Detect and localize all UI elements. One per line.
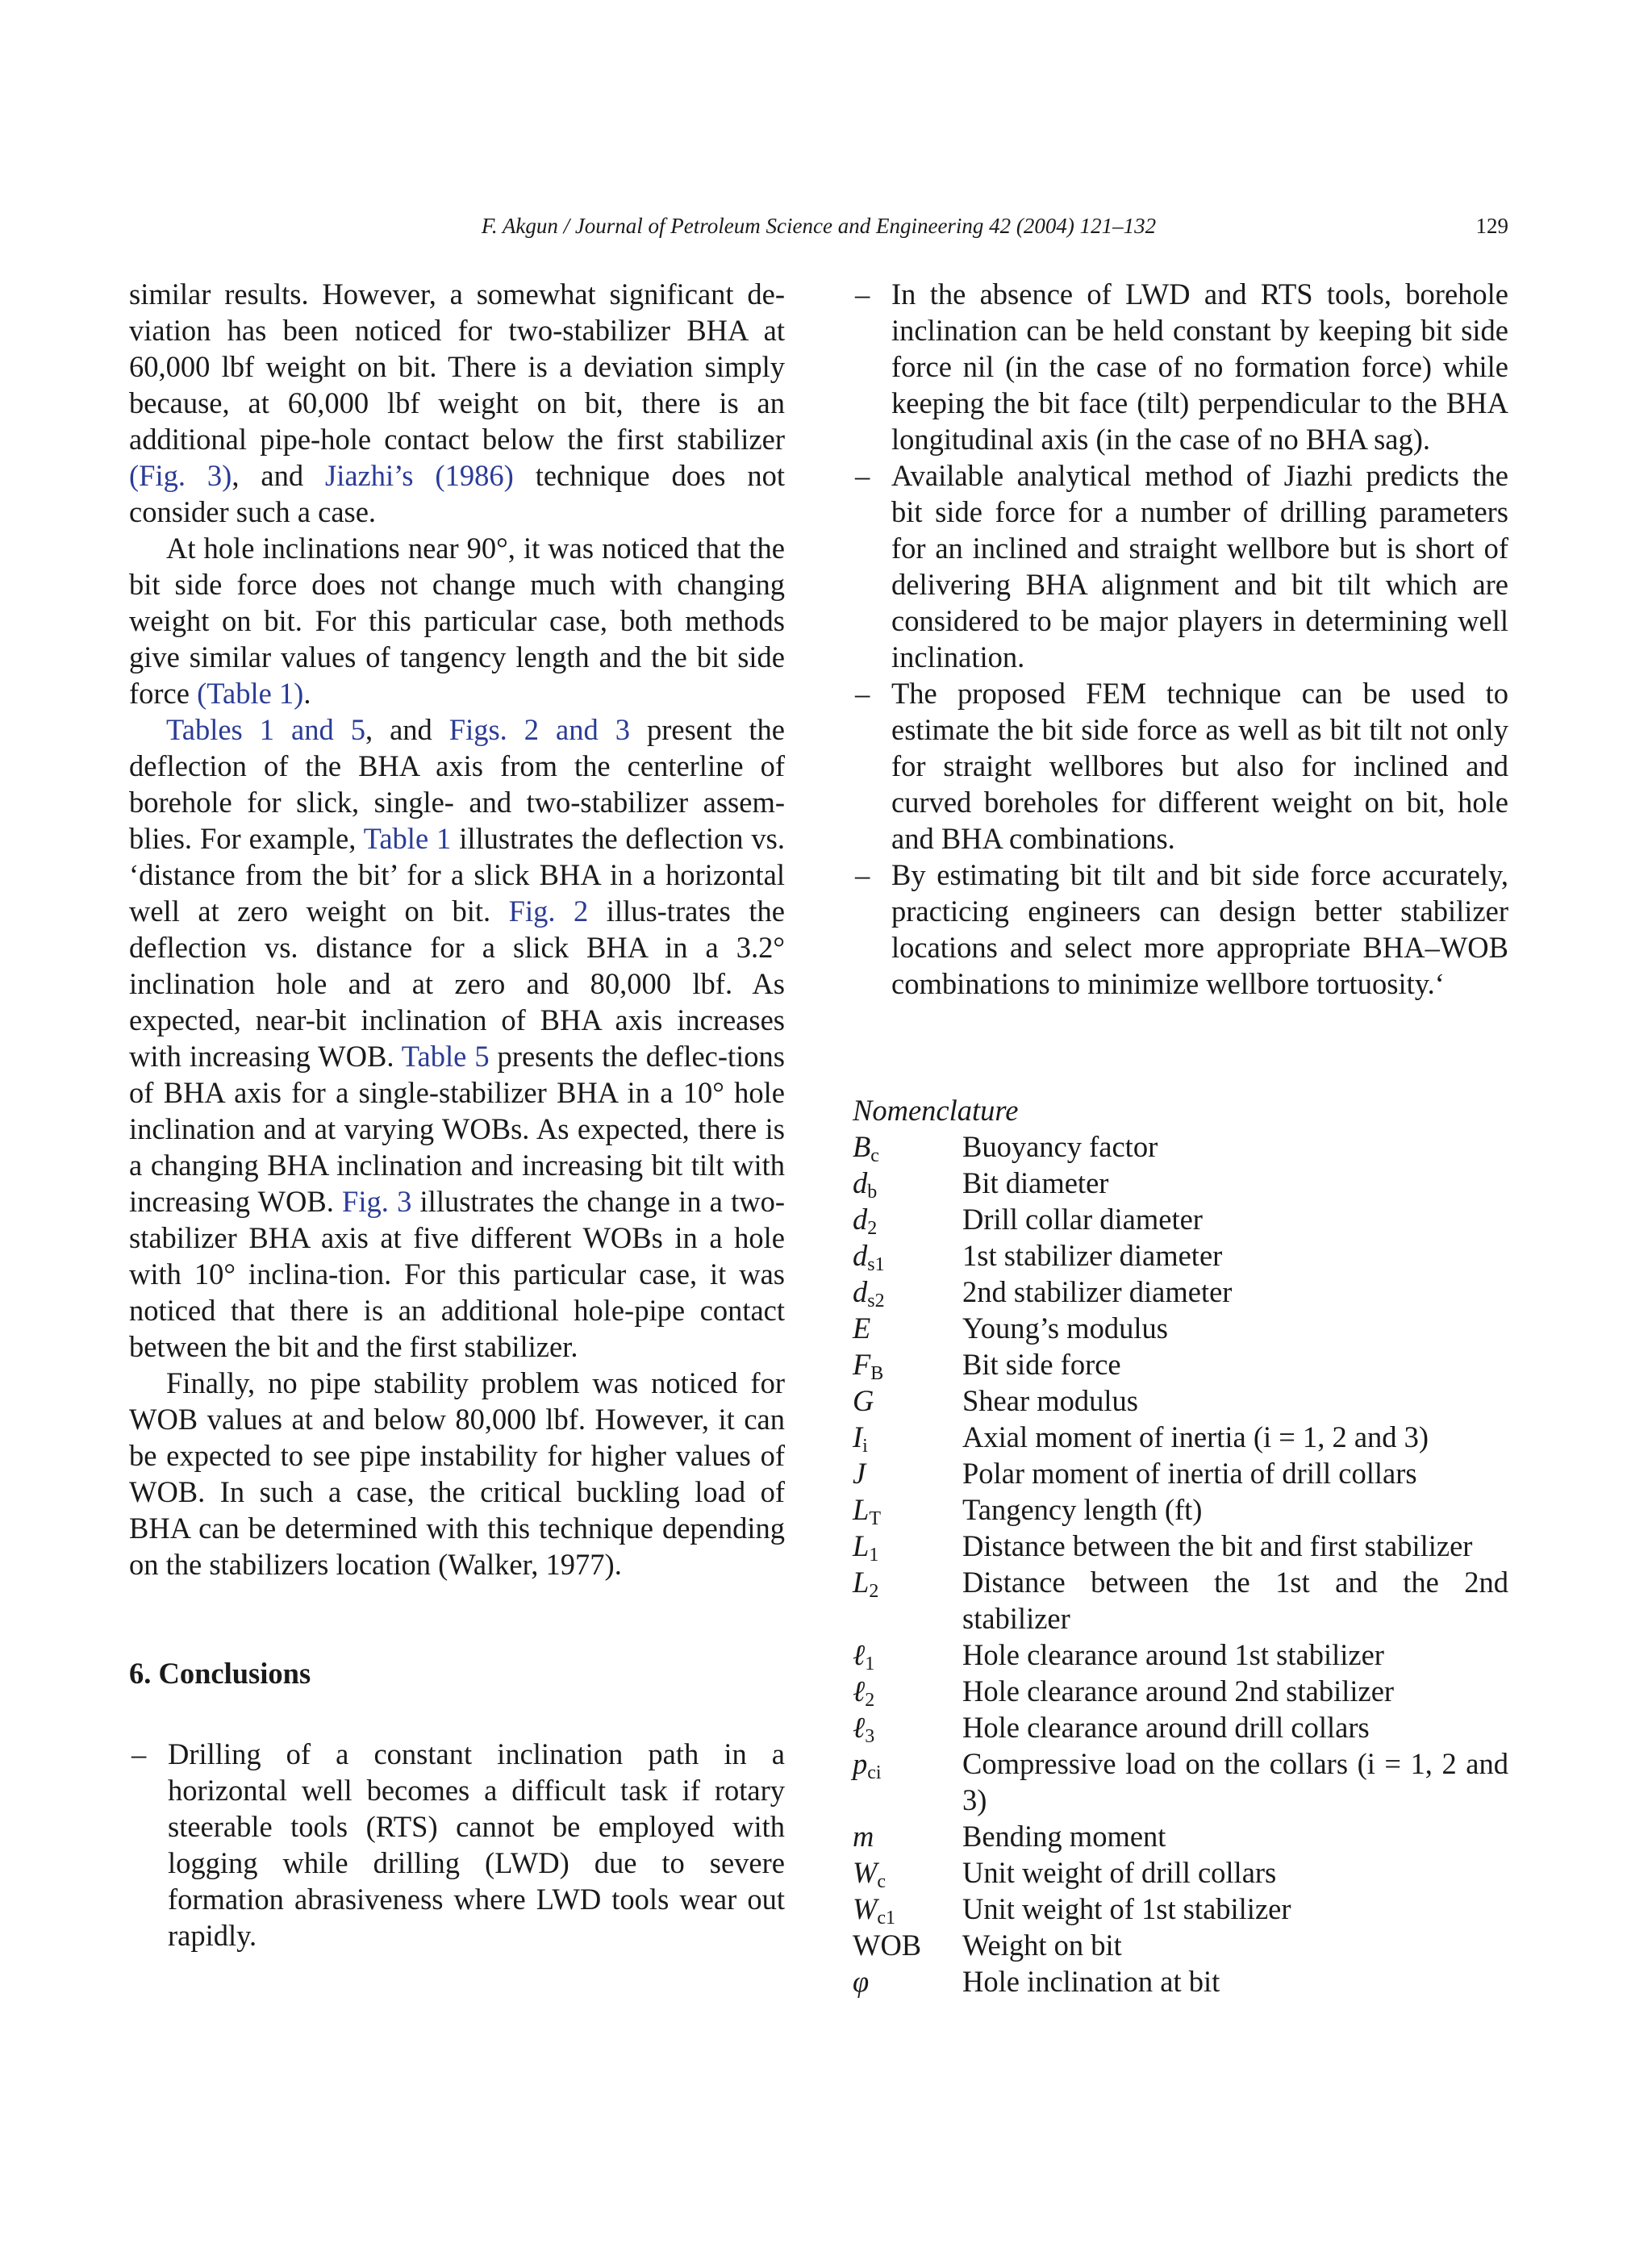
symbol-base: d (853, 1203, 868, 1236)
symbol-base: d (853, 1275, 868, 1308)
nomenclature-title: Nomenclature (853, 1094, 1019, 1127)
paragraph: Finally, no pipe stability problem was noticed for WOB values at and below 80,000 lbf. However, it can be expected to see pipe instability for higher values of WOB. In such a case, the critical buckling load of BHA can be determined with this technique depending on the stabilizers location (Walker, 1977). (129, 1366, 785, 1581)
nomenclature-symbol (853, 1745, 962, 1818)
text-run: illustrates the change in a two-stabilizer BHA axis at five different WOBs in a hole with 10° inclina-tion. For this particular case, it was noticed that there is an additional hole-pipe contact between the bit and the first stabilizer. (129, 1185, 785, 1363)
nomenclature-row (853, 1963, 1508, 2000)
list-item (853, 457, 1508, 675)
text-run: presents the deflec-tions of BHA axis for a single-stabilizer BHA in a 10° hole inclination and at varying WOBs. As expected, there is a changing BHA inclination and increasing bit tilt with increasing WOB. (129, 1040, 786, 1218)
table1-link[interactable]: (Table 1) (197, 677, 304, 710)
nomenclature-symbol (853, 1491, 962, 1528)
nomenclature-symbol (853, 1382, 962, 1419)
nomenclature-definition: Weight on bit (962, 1929, 1122, 1962)
nomenclature-definition: Drill collar diameter (962, 1203, 1203, 1236)
nomenclature-row (853, 1128, 1508, 1165)
nomenclature-definition: Hole clearance around drill collars (962, 1711, 1370, 1744)
dash-bullet: – (855, 858, 870, 891)
symbol-subscript: c (870, 1145, 879, 1166)
nomenclature-definition: Bending moment (962, 1820, 1166, 1853)
nomenclature-symbol (853, 1528, 962, 1564)
nomenclature-symbol (853, 1818, 962, 1854)
symbol-subscript: 1 (865, 1653, 875, 1674)
nomenclature-definition: Unit weight of drill collars (962, 1856, 1277, 1889)
nomenclature-definition: 2nd stabilizer diameter (962, 1275, 1233, 1308)
symbol-base: WOB (853, 1929, 922, 1962)
symbol-subscript: b (867, 1182, 878, 1203)
symbol-subscript: 2 (867, 1218, 878, 1239)
text-run: At hole inclinations near 90°, it was noticed that the bit side force does not change much with changing weight on bit. For this particular case, both methods give similar values of tangency length and the bit side force (129, 532, 785, 710)
paragraph (129, 711, 785, 1365)
symbol-base: W (853, 1856, 878, 1889)
symbol-base: B (853, 1130, 871, 1163)
symbol-base: L (853, 1529, 870, 1562)
text-run: illustrates the deflection vs. ‘distance from the bit’ for a slick BHA in a horizontal well at zero weight on bit. (129, 822, 785, 928)
list-item (853, 675, 1508, 857)
table5-link[interactable]: Table 5 (401, 1040, 490, 1073)
nomenclature-row (853, 1237, 1508, 1274)
dash-bullet: – (855, 277, 870, 311)
nomenclature-definition: Bit side force (962, 1348, 1121, 1381)
running-title: F. Akgun / Journal of Petroleum Science and Engineering 42 (2004) 121–132 (481, 214, 1157, 238)
nomenclature-symbol (853, 1927, 962, 1963)
symbol-base: E (853, 1311, 871, 1345)
conclusions-list-continued (853, 276, 1508, 1002)
nomenclature-symbol (853, 1346, 962, 1382)
symbol-base: I (853, 1420, 863, 1453)
nomenclature-definition: Polar moment of inertia of drill collars (962, 1457, 1417, 1490)
fig3-link[interactable]: (Fig. 3) (129, 459, 232, 492)
symbol-subscript: 3 (865, 1726, 875, 1747)
symbol-base: F (853, 1348, 871, 1381)
figs-2-3-link[interactable]: Figs. 2 and 3 (448, 713, 630, 746)
nomenclature-row (853, 1346, 1508, 1382)
symbol-base: φ (853, 1965, 870, 1998)
list-item-text: Available analytical method of Jiazhi predicts the bit side force for a number of drilling parameters for an inclined and straight wellbore but is short of delivering BHA alignment and bit tilt which are considered to be major players in determining well inclination. (891, 459, 1508, 673)
nomenclature-symbol (853, 1165, 962, 1201)
nomenclature-symbol (853, 1419, 962, 1455)
nomenclature-symbol (853, 1274, 962, 1310)
nomenclature-row (853, 1818, 1508, 1854)
fig3-link[interactable]: Fig. 3 (342, 1185, 412, 1218)
nomenclature-definition: Hole clearance around 2nd stabilizer (962, 1674, 1395, 1708)
symbol-base: p (853, 1747, 868, 1780)
paragraph (129, 530, 785, 711)
symbol-base: J (853, 1457, 866, 1490)
nomenclature-definition: Hole inclination at bit (962, 1965, 1220, 1998)
nomenclature-definition: Distance between the bit and first stabilizer (962, 1529, 1473, 1562)
conclusions-list (129, 1736, 785, 1954)
nomenclature-row (853, 1382, 1508, 1419)
nomenclature-row (853, 1201, 1508, 1237)
text-run: , and (232, 459, 326, 492)
list-item (853, 276, 1508, 457)
nomenclature-row (853, 1673, 1508, 1709)
nomenclature-definition: Axial moment of inertia (i = 1, 2 and 3) (962, 1420, 1429, 1453)
running-head (129, 211, 1508, 240)
paragraph (129, 276, 785, 530)
nomenclature-symbol (853, 1564, 962, 1637)
nomenclature-symbol (853, 1854, 962, 1891)
left-column (129, 276, 785, 1954)
jiazhi-citation-link[interactable]: Jiazhi’s (1986) (325, 459, 514, 492)
text-run: . (303, 677, 311, 710)
list-item-text: Drilling of a constant inclination path in a horizontal well becomes a difficult task if rotary steerable tools (RTS) cannot be employed with logging while drilling (LWD) due to severe formation abrasiveness where LWD tools wear out rapidly. (168, 1737, 785, 1952)
symbol-base: L (853, 1566, 870, 1599)
nomenclature-symbol (853, 1128, 962, 1165)
nomenclature-symbol (853, 1455, 962, 1491)
section-heading: 6. Conclusions (129, 1657, 311, 1690)
nomenclature-definition: Bit diameter (962, 1166, 1109, 1199)
nomenclature-row (853, 1854, 1508, 1891)
nomenclature-symbol (853, 1709, 962, 1745)
text-run: illus-trates the deflection vs. distance for a slick BHA in a 3.2° inclination hole and at zero and 80,000 lbf. As expected, near-bit inclination of BHA axis increases with increasing WOB. (129, 894, 785, 1073)
nomenclature-row (853, 1310, 1508, 1346)
nomenclature-row (853, 1745, 1508, 1818)
nomenclature-definition: Hole clearance around 1st stabilizer (962, 1638, 1384, 1671)
symbol-base: W (853, 1892, 878, 1925)
nomenclature-symbol (853, 1237, 962, 1274)
dash-bullet: – (855, 677, 870, 710)
list-item-text: In the absence of LWD and RTS tools, borehole inclination can be held constant by keeping bit side force nil (in the case of no formation force) while keeping the bit face (tilt) perpendicular to the BHA longitudinal axis (in the case of no BHA sag). (891, 277, 1508, 456)
nomenclature-definition: Buoyancy factor (962, 1130, 1158, 1163)
nomenclature-row (853, 1564, 1508, 1637)
symbol-subscript: 2 (865, 1690, 875, 1711)
text-run: similar results. However, a somewhat significant de-viation has been noticed for two-stabilizer BHA at 60,000 lbf weight on bit. There is a deviation simply because, at 60,000 lbf weight on bit, there is an additional pipe-hole contact below the first stabilizer (129, 277, 785, 456)
nomenclature-definition: Unit weight of 1st stabilizer (962, 1892, 1291, 1925)
nomenclature-symbol (853, 1201, 962, 1237)
nomenclature-row (853, 1165, 1508, 1201)
nomenclature-symbol (853, 1637, 962, 1673)
nomenclature-row (853, 1491, 1508, 1528)
nomenclature-row (853, 1709, 1508, 1745)
nomenclature-symbol (853, 1963, 962, 2000)
dash-bullet: – (855, 459, 870, 492)
nomenclature-symbol (853, 1310, 962, 1346)
nomenclature-list (853, 1128, 1508, 2000)
symbol-subscript: s2 (867, 1291, 885, 1311)
symbol-base: L (853, 1493, 870, 1526)
symbol-subscript: B (870, 1363, 884, 1384)
dash-bullet: – (131, 1737, 147, 1770)
symbol-subscript: s1 (867, 1254, 885, 1275)
symbol-subscript: T (869, 1508, 881, 1529)
nomenclature-symbol (853, 1891, 962, 1927)
nomenclature-row (853, 1528, 1508, 1564)
symbol-base: G (853, 1384, 874, 1417)
symbol-base: ℓ (853, 1711, 866, 1744)
symbol-base: ℓ (853, 1674, 866, 1708)
symbol-base: ℓ (853, 1638, 866, 1671)
symbol-subscript: c (877, 1871, 886, 1892)
nomenclature-row (853, 1927, 1508, 1963)
table1-link[interactable]: Table 1 (363, 822, 452, 855)
nomenclature-row (853, 1637, 1508, 1673)
list-item (853, 857, 1508, 1002)
nomenclature-row (853, 1274, 1508, 1310)
symbol-base: m (853, 1820, 874, 1853)
right-column (853, 276, 1508, 2000)
nomenclature-row (853, 1419, 1508, 1455)
page-number: 129 (1475, 214, 1508, 238)
symbol-subscript: 2 (869, 1581, 879, 1602)
symbol-subscript: ci (867, 1762, 882, 1783)
nomenclature-definition: Young’s modulus (962, 1311, 1168, 1345)
nomenclature-definition: Tangency length (ft) (962, 1493, 1203, 1526)
symbol-subscript: 1 (869, 1545, 879, 1566)
nomenclature-definition: Distance between the 1st and the 2nd stabilizer (962, 1566, 1508, 1635)
list-item-text: The proposed FEM technique can be used to estimate the bit side force as well as bit tilt not only for straight wellbores but also for inclined and curved boreholes for different weight on bit, hole and BHA combinations. (891, 677, 1508, 855)
symbol-subscript: c1 (877, 1908, 896, 1929)
fig2-link[interactable]: Fig. 2 (508, 894, 589, 928)
nomenclature-definition: Shear modulus (962, 1384, 1138, 1417)
nomenclature (853, 1092, 1508, 2000)
list-item-text: By estimating bit tilt and bit side force accurately, practicing engineers can design better stabilizer locations and select more appropriate BHA–WOB combinations to minimize wellbore tortuosity.‘ (891, 858, 1508, 1000)
symbol-subscript: i (862, 1436, 868, 1457)
symbol-base: d (853, 1166, 868, 1199)
tables-1-5-link[interactable]: Tables 1 and 5 (166, 713, 365, 746)
text-run: technique does not consider such a case. (129, 459, 785, 528)
nomenclature-row (853, 1891, 1508, 1927)
symbol-base: d (853, 1239, 868, 1272)
nomenclature-definition: Compressive load on the collars (i = 1, 2 and 3) (962, 1747, 1508, 1816)
nomenclature-definition: 1st stabilizer diameter (962, 1239, 1223, 1272)
list-item (129, 1736, 785, 1954)
nomenclature-row (853, 1455, 1508, 1491)
text-run: present the deflection of the BHA axis from the centerline of borehole for slick, single- and two-stabilizer assem-blies. For example, (129, 713, 785, 855)
text-run: , and (365, 713, 449, 746)
nomenclature-symbol (853, 1673, 962, 1709)
